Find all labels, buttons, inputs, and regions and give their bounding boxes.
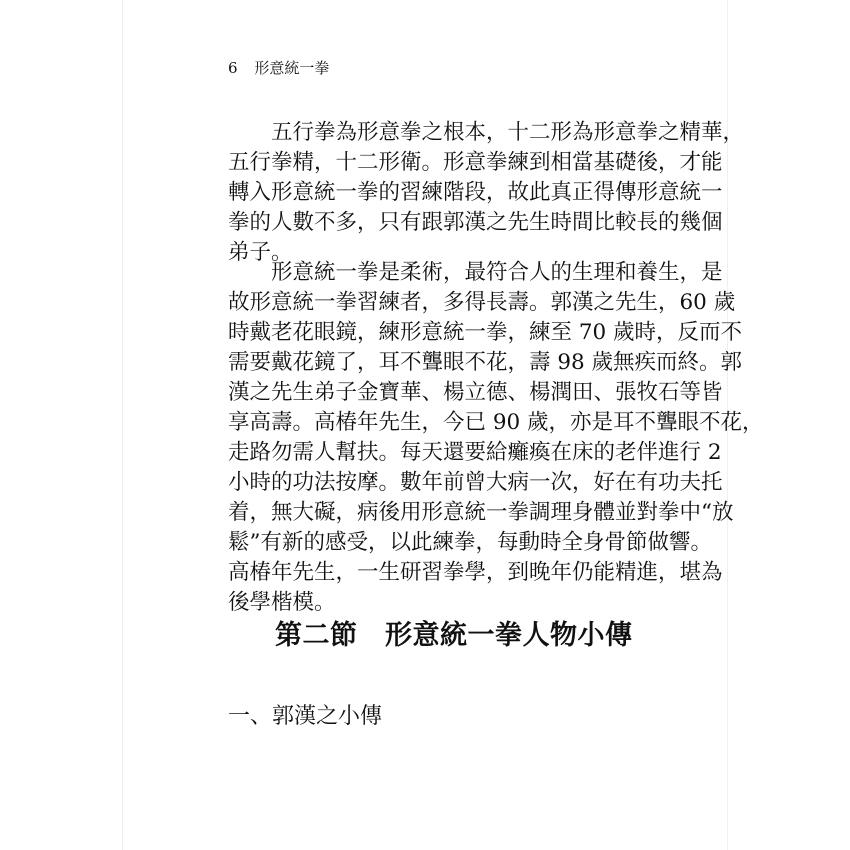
paragraph-line: 走路勿需人幫扶。每天還要給癱瘓在床的老伴進行 2 [228, 440, 722, 465]
paragraph-2 [228, 258, 764, 618]
running-header [228, 58, 329, 78]
paragraph-line: 後學楷模。 [228, 590, 336, 615]
paragraph-line: 時戴老花眼鏡，練形意統一拳，練至 70 歲時，反而不 [228, 320, 743, 345]
running-book-title: 形意統一拳 [254, 59, 330, 77]
paragraph-line: 鬆”有新的感受，以此練拳，每動時全身骨節做響。 [228, 530, 712, 555]
subsection-heading: 一、郭漢之小傳 [228, 704, 383, 729]
paragraph-line: 形意統一拳是柔術，最符合人的生理和養生，是 [228, 260, 723, 285]
paragraph-line: 享高壽。高椿年先生，今已 90 歲，亦是耳不聾眼不花， [228, 410, 764, 435]
paragraph-line: 五行拳精，十二形衛。形意拳練到相當基礎後，才能 [228, 150, 723, 175]
paragraph-line: 漢之先生弟子金寶華、楊立德、楊潤田、張牧石等皆 [228, 380, 723, 405]
paragraph-line: 高椿年先生，一生研習拳學，到晚年仍能精進，堪為 [228, 560, 723, 585]
paragraph-line: 轉入形意統一拳的習練階段，故此真正得傳形意統一 [228, 180, 723, 205]
paragraph-1 [228, 118, 745, 268]
paragraph-line: 故形意統一拳習練者，多得長壽。郭漢之先生，60 歲 [228, 290, 736, 315]
paragraph-line: 五行拳為形意拳之根本，十二形為形意拳之精華， [228, 120, 745, 145]
paragraph-line: 弟子。 [228, 240, 293, 265]
paragraph-line: 小時的功法按摩。數年前曾大病一次，好在有功夫托 [228, 470, 723, 495]
page-number: 6 [228, 59, 238, 77]
paragraph-line: 着，無大礙，病後用形意統一拳調理身體並對拳中“放 [228, 500, 734, 525]
section-heading: 第二節 形意統一拳人物小傳 [275, 620, 633, 651]
paragraph-line: 需要戴花鏡了，耳不聾眼不花，壽 98 歲無疾而終。郭 [228, 350, 743, 375]
paragraph-line: 拳的人數不多，只有跟郭漢之先生時間比較長的幾個 [228, 210, 723, 235]
